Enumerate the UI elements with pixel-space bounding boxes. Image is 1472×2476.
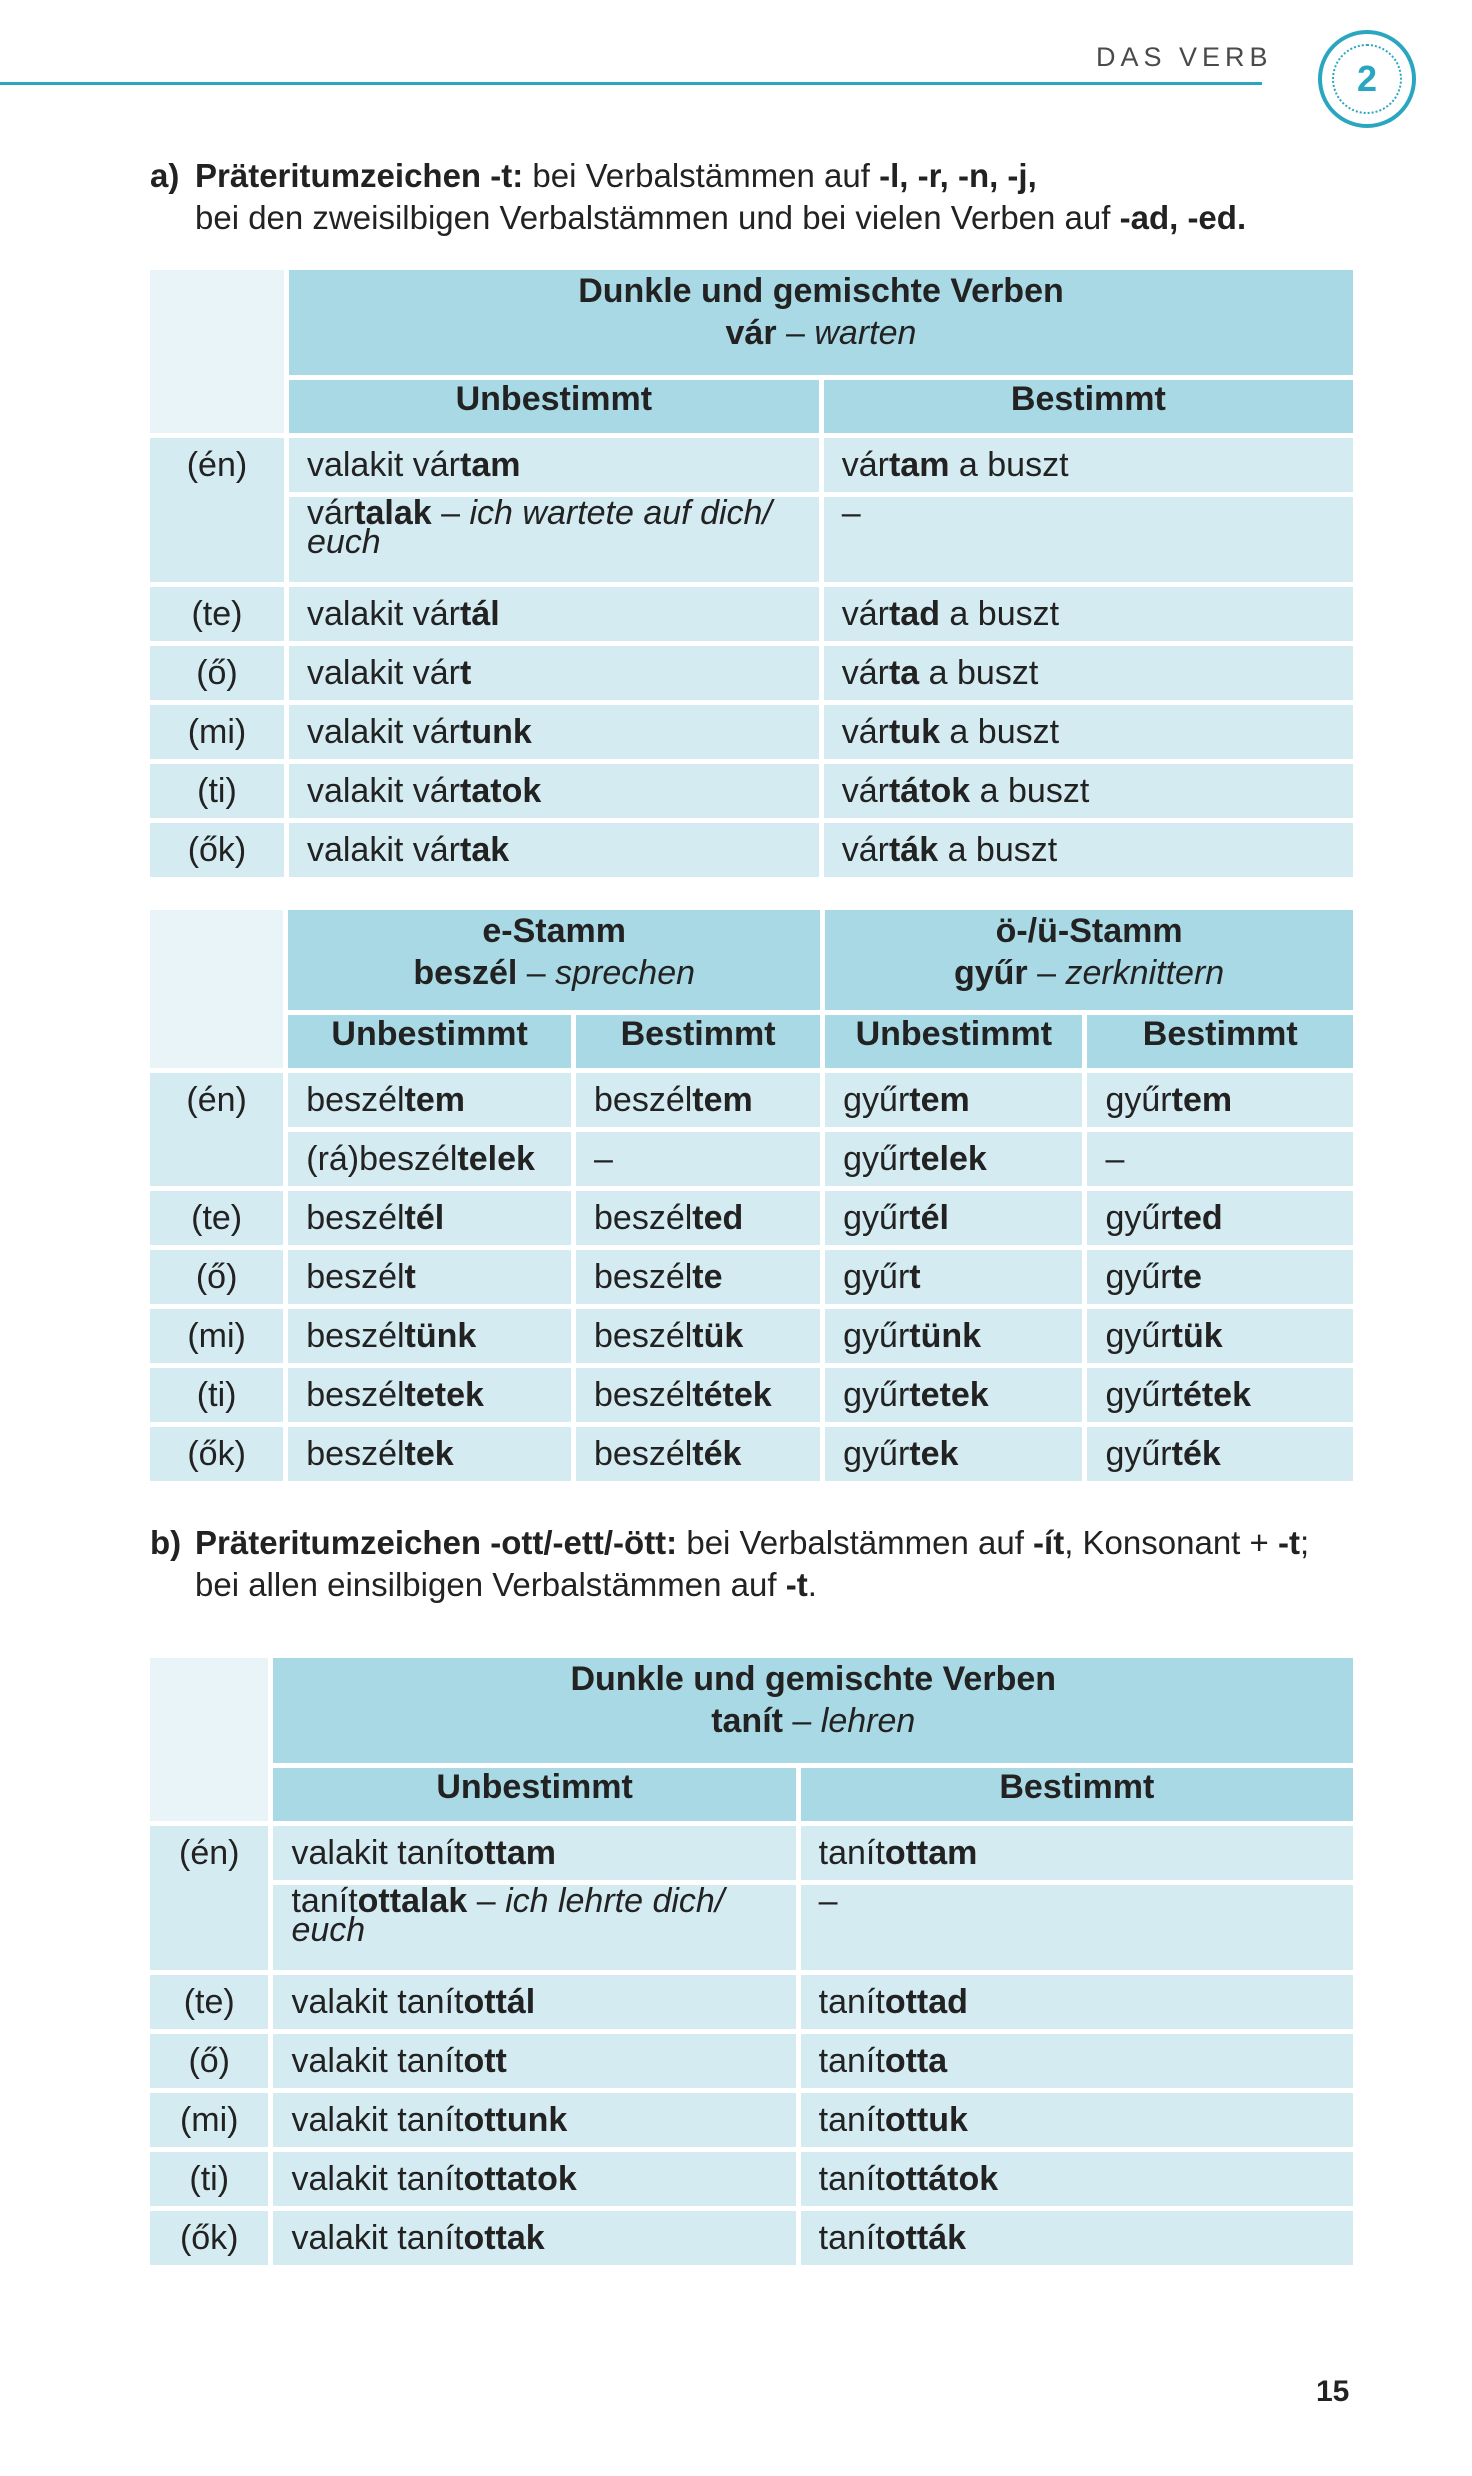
section-b-text: ;: [1299, 1524, 1310, 1561]
table-row: [150, 1368, 1353, 1422]
section-b-suffix: -t: [785, 1566, 808, 1603]
unbestimmt-cell: [273, 2034, 795, 2088]
form-cell: [825, 1309, 1082, 1363]
pronoun-cell: (te): [150, 587, 284, 641]
form-ending: t: [909, 1258, 921, 1296]
form-stem: valakit tanít: [291, 1834, 464, 1872]
pronoun-cell: (ti): [150, 1368, 283, 1422]
form-ending: ott: [463, 2042, 507, 2080]
form-stem: tanít: [818, 2219, 885, 2257]
form-stem: gyűr: [843, 1317, 910, 1355]
verb: vár: [725, 314, 777, 352]
table-corner: [150, 910, 283, 1068]
chapter-badge: [1318, 30, 1416, 128]
section-b-line-2: [195, 1564, 1309, 1606]
unbestimmt-cell: [273, 2211, 795, 2265]
form-stem: vár: [306, 494, 355, 532]
form-stem: beszél: [594, 1081, 693, 1119]
section-a-text: bei Verbalstämmen auf: [523, 157, 880, 194]
pronoun-cell: (te): [150, 1191, 283, 1245]
section-b-text: , Konsonant +: [1064, 1524, 1278, 1561]
form-ending: telek: [909, 1140, 987, 1178]
form-ending: ted: [1171, 1199, 1223, 1237]
form-stem: tanít: [818, 1983, 885, 2021]
column-header-unbestimmt: Unbestimmt: [273, 1768, 795, 1821]
section-b-line-1: [195, 1522, 1309, 1564]
form-cell: [576, 1250, 820, 1304]
column-header-bestimmt: Bestimmt: [824, 380, 1353, 433]
form-stem: gyűr: [843, 1140, 910, 1178]
pronoun-cell: (én): [150, 1826, 268, 1970]
form-rest: a buszt: [939, 595, 1060, 633]
form-ending: tem: [1171, 1081, 1233, 1119]
bestimmt-cell: [824, 438, 1353, 492]
form-rest: a buszt: [970, 772, 1090, 810]
section-b-label: b): [150, 1524, 182, 1561]
form-ending: tétek: [1171, 1376, 1251, 1414]
form-cell: [825, 1073, 1082, 1127]
form-ending: tál: [460, 595, 500, 633]
unbestimmt-cell: [289, 705, 819, 759]
form-ending: ték: [692, 1435, 742, 1473]
form-rest: a buszt: [919, 654, 1039, 692]
bestimmt-cell: [801, 2152, 1353, 2206]
section-a-intro: [150, 155, 1246, 239]
section-b-heading: Präteritumzeichen -ott/-ett/-ött:: [195, 1524, 678, 1561]
column-header-unbestimmt: Unbestimmt: [288, 1015, 571, 1068]
form-rest: a buszt: [938, 831, 1058, 869]
form-stem: –: [1105, 1140, 1125, 1178]
section-a-suffixes: -ad, -ed.: [1119, 199, 1247, 236]
unbestimmt-cell: [289, 646, 819, 700]
form-cell: [288, 1309, 571, 1363]
form-ending: ottam: [463, 1834, 557, 1872]
form-stem: beszél: [306, 1317, 405, 1355]
form-stem: valakit vár: [306, 713, 461, 751]
form-stem: vár: [841, 446, 889, 484]
chapter-title: DAS VERB: [1096, 42, 1273, 72]
form-stem: valakit tanít: [291, 1983, 464, 2021]
pronoun-cell: (ti): [150, 2152, 268, 2206]
form-ending: tátok: [888, 772, 971, 810]
form-ending: ottál: [463, 1983, 536, 2021]
form-ending: tatok: [460, 772, 542, 810]
table-subtitle: [307, 312, 1335, 354]
form-ending: telek: [457, 1140, 535, 1178]
bestimmt-cell: [801, 2093, 1353, 2147]
gloss: lehren: [820, 1702, 916, 1740]
gloss: warten: [814, 314, 917, 352]
table-row: [150, 1250, 1353, 1304]
pronoun-cell: (ő): [150, 646, 284, 700]
column-header-unbestimmt: Unbestimmt: [825, 1015, 1082, 1068]
form-ending: tek: [404, 1435, 454, 1473]
form-stem: gyűr: [843, 1258, 910, 1296]
form-stem: tanít: [291, 1882, 358, 1920]
form-ending: ottuk: [884, 2101, 968, 2139]
column-header-bestimmt: Bestimmt: [801, 1768, 1353, 1821]
form-rest: –: [431, 494, 470, 532]
bestimmt-cell: [801, 1975, 1353, 2029]
form-stem: beszél: [306, 1199, 405, 1237]
form-ending: otta: [884, 2042, 948, 2080]
table-row: [150, 2211, 1353, 2265]
pronoun-cell: (mi): [150, 2093, 268, 2147]
pronoun-cell: (én): [150, 438, 284, 582]
gloss: sprechen: [555, 954, 696, 992]
form-cell: [576, 1427, 820, 1481]
section-a-line-2: [195, 197, 1246, 239]
bestimmt-cell: [824, 823, 1353, 877]
conjugation-table-var: [145, 265, 1358, 882]
form-stem: vár: [841, 831, 889, 869]
table-row: [150, 1309, 1353, 1363]
form-stem: gyűr: [843, 1435, 910, 1473]
page-number: 15: [1316, 2375, 1350, 2408]
form-stem: beszél: [594, 1376, 693, 1414]
form-ending: ték: [1171, 1435, 1221, 1473]
form-ending: ted: [692, 1199, 744, 1237]
table-row: [150, 438, 1353, 492]
translation: ich wartete auf dich/ euch: [306, 494, 772, 561]
form-ending: tam: [460, 446, 521, 484]
form-stem: valakit tanít: [291, 2219, 464, 2257]
column-header-bestimmt: Bestimmt: [576, 1015, 820, 1068]
unbestimmt-cell: [273, 1882, 795, 1970]
form-cell: [576, 1309, 820, 1363]
bestimmt-cell: [801, 1826, 1353, 1880]
form-stem: beszél: [594, 1317, 693, 1355]
form-cell: [825, 1191, 1082, 1245]
group-header-e-stamm: [288, 910, 820, 1010]
unbestimmt-cell: [289, 494, 819, 582]
form-ending: te: [692, 1258, 723, 1296]
form-stem: beszél: [594, 1199, 693, 1237]
form-ending: ottam: [884, 1834, 978, 1872]
form-ending: tél: [404, 1199, 445, 1237]
header-rule: [0, 82, 1262, 85]
form-cell: [576, 1132, 820, 1186]
section-b-intro: [150, 1522, 1309, 1606]
section-b-suffix: -ít: [1033, 1524, 1065, 1561]
form-ending: tük: [692, 1317, 744, 1355]
unbestimmt-cell: [273, 1975, 795, 2029]
form-rest: a buszt: [949, 446, 1069, 484]
group-title: ö-/ü-Stamm: [995, 912, 1183, 950]
pronoun-cell: (mi): [150, 1309, 283, 1363]
form-stem: –: [818, 1882, 838, 1920]
section-b-text: bei Verbalstämmen auf: [677, 1524, 1034, 1561]
verb: tanít: [711, 1702, 783, 1740]
table-row: [150, 823, 1353, 877]
pronoun-cell: (ők): [150, 823, 284, 877]
form-stem: valakit tanít: [291, 2101, 464, 2139]
form-stem: valakit vár: [306, 446, 461, 484]
form-ending: ottalak: [357, 1882, 468, 1920]
pronoun-cell: (mi): [150, 705, 284, 759]
bestimmt-cell: [801, 1882, 1353, 1970]
form-cell: [288, 1427, 571, 1481]
unbestimmt-cell: [273, 2093, 795, 2147]
form-cell: [1087, 1427, 1353, 1481]
form-stem: tanít: [818, 2042, 885, 2080]
form-rest: –: [467, 1882, 506, 1920]
form-ending: tak: [460, 831, 510, 869]
form-ending: tad: [888, 595, 940, 633]
form-ending: te: [1171, 1258, 1202, 1296]
table-title: [289, 270, 1353, 375]
unbestimmt-cell: [289, 823, 819, 877]
table-row: [150, 2152, 1353, 2206]
form-ending: ták: [888, 831, 939, 869]
table-row: [150, 1427, 1353, 1481]
form-cell: [825, 1250, 1082, 1304]
form-stem: valakit vár: [306, 595, 461, 633]
bestimmt-cell: [801, 2211, 1353, 2265]
form-ending: tetek: [404, 1376, 484, 1414]
form-stem: beszél: [594, 1435, 693, 1473]
form-cell: [825, 1368, 1082, 1422]
form-stem: gyűr: [1105, 1081, 1172, 1119]
table-row: [150, 1885, 1353, 1970]
form-stem: vár: [841, 713, 889, 751]
form-ending: tünk: [909, 1317, 982, 1355]
form-stem: tanít: [818, 2160, 885, 2198]
group-subtitle: [843, 952, 1335, 994]
form-stem: gyűr: [843, 1081, 910, 1119]
form-stem: (rá)beszél: [306, 1140, 458, 1178]
form-cell: [576, 1368, 820, 1422]
form-cell: [1087, 1132, 1353, 1186]
form-cell: [825, 1427, 1082, 1481]
form-rest: a buszt: [939, 713, 1060, 751]
form-cell: [1087, 1073, 1353, 1127]
form-ending: tünk: [404, 1317, 477, 1355]
form-stem: vár: [841, 772, 889, 810]
verb: beszél: [413, 954, 518, 992]
unbestimmt-cell: [289, 438, 819, 492]
form-cell: [288, 1250, 571, 1304]
table-corner: [150, 270, 284, 433]
form-ending: tük: [1171, 1317, 1223, 1355]
form-stem: gyűr: [1105, 1317, 1172, 1355]
table-row: [150, 2093, 1353, 2147]
table-title-text: Dunkle und gemischte Verben: [578, 272, 1064, 310]
bestimmt-cell: [824, 494, 1353, 582]
table-title: [273, 1658, 1353, 1763]
group-title: e-Stamm: [482, 912, 626, 950]
form-ending: tam: [888, 446, 950, 484]
bestimmt-cell: [824, 587, 1353, 641]
section-a-suffixes: -l, -r, -n, -j,: [879, 157, 1037, 194]
form-ending: tuk: [888, 713, 940, 751]
table-row: [150, 1191, 1353, 1245]
form-stem: gyűr: [843, 1199, 910, 1237]
conjugation-table-tanit: [145, 1653, 1358, 2270]
table-row: [150, 1132, 1353, 1186]
pronoun-cell: (ő): [150, 1250, 283, 1304]
form-ending: tek: [909, 1435, 959, 1473]
bestimmt-cell: [801, 2034, 1353, 2088]
form-ending: tetek: [909, 1376, 989, 1414]
table-row: [150, 1826, 1353, 1880]
table-row: [150, 2034, 1353, 2088]
form-stem: beszél: [594, 1258, 693, 1296]
table-row: [150, 1975, 1353, 2029]
dash: –: [776, 314, 815, 352]
group-header-o-u-stamm: [825, 910, 1353, 1010]
form-ending: ottatok: [463, 2160, 577, 2198]
form-stem: beszél: [306, 1435, 405, 1473]
pronoun-cell: (ők): [150, 1427, 283, 1481]
unbestimmt-cell: [273, 1826, 795, 1880]
form-cell: [1087, 1309, 1353, 1363]
form-stem: tanít: [818, 2101, 885, 2139]
pronoun-cell: (ő): [150, 2034, 268, 2088]
form-ending: ották: [884, 2219, 967, 2257]
form-stem: –: [594, 1140, 613, 1178]
table-subtitle: [291, 1700, 1335, 1742]
form-cell: [825, 1132, 1082, 1186]
dash: –: [517, 954, 556, 992]
section-a-heading: Präteritumzeichen -t:: [195, 157, 524, 194]
pronoun-cell: (ők): [150, 2211, 268, 2265]
form-stem: vár: [841, 595, 889, 633]
section-b-suffix: -t: [1277, 1524, 1300, 1561]
form-ending: tem: [404, 1081, 465, 1119]
section-b-text: .: [807, 1566, 817, 1603]
form-stem: –: [841, 494, 861, 532]
form-cell: [1087, 1368, 1353, 1422]
form-stem: valakit tanít: [291, 2042, 464, 2080]
pronoun-cell: (én): [150, 1073, 283, 1186]
table-row: [150, 587, 1353, 641]
form-stem: gyűr: [1105, 1435, 1172, 1473]
column-header-unbestimmt: Unbestimmt: [289, 380, 819, 433]
form-cell: [576, 1191, 820, 1245]
unbestimmt-cell: [289, 587, 819, 641]
unbestimmt-cell: [289, 764, 819, 818]
form-ending: tem: [909, 1081, 970, 1119]
chapter-number: 2: [1332, 44, 1402, 114]
form-ending: tétek: [692, 1376, 772, 1414]
form-stem: valakit vár: [306, 654, 461, 692]
form-stem: beszél: [306, 1258, 405, 1296]
form-stem: tanít: [818, 1834, 885, 1872]
gloss: zerknittern: [1065, 954, 1225, 992]
table-row: [150, 764, 1353, 818]
form-ending: talak: [354, 494, 432, 532]
form-cell: [288, 1191, 571, 1245]
form-cell: [1087, 1250, 1353, 1304]
form-stem: valakit tanít: [291, 2160, 464, 2198]
dash: –: [1027, 954, 1066, 992]
form-ending: ottad: [884, 1983, 968, 2021]
form-ending: ottak: [463, 2219, 545, 2257]
form-ending: ta: [888, 654, 920, 692]
bestimmt-cell: [824, 646, 1353, 700]
pronoun-cell: (ti): [150, 764, 284, 818]
conjugation-table-beszel-gyur: [145, 905, 1358, 1486]
bestimmt-cell: [824, 705, 1353, 759]
form-cell: [288, 1132, 571, 1186]
form-stem: beszél: [306, 1376, 405, 1414]
form-stem: vár: [841, 654, 889, 692]
form-cell: [1087, 1191, 1353, 1245]
unbestimmt-cell: [273, 2152, 795, 2206]
form-ending: tél: [909, 1199, 949, 1237]
form-ending: tunk: [460, 713, 532, 751]
pronoun-cell: (te): [150, 1975, 268, 2029]
form-ending: ottátok: [884, 2160, 999, 2198]
table-row: [150, 705, 1353, 759]
form-stem: gyűr: [843, 1376, 910, 1414]
form-stem: gyűr: [1105, 1199, 1172, 1237]
section-a-label: a): [150, 157, 180, 194]
form-ending: tem: [692, 1081, 753, 1119]
table-corner: [150, 1658, 268, 1821]
group-subtitle: [306, 952, 802, 994]
bestimmt-cell: [824, 764, 1353, 818]
form-stem: valakit vár: [306, 831, 461, 869]
section-a-line-1: [195, 155, 1246, 197]
form-stem: valakit vár: [306, 772, 461, 810]
form-stem: beszél: [306, 1081, 405, 1119]
dash: –: [782, 1702, 821, 1740]
section-a-text: bei den zweisilbigen Verbalstämmen und bei vielen Verben auf: [195, 199, 1120, 236]
form-ending: t: [404, 1258, 416, 1296]
form-stem: gyűr: [1105, 1376, 1172, 1414]
table-row: [150, 646, 1353, 700]
verb: gyűr: [953, 954, 1028, 992]
form-ending: t: [460, 654, 472, 692]
column-header-bestimmt: Bestimmt: [1087, 1015, 1353, 1068]
form-cell: [288, 1368, 571, 1422]
table-row: [150, 1073, 1353, 1127]
table-row: [150, 497, 1353, 582]
translation: ich lehrte dich/ euch: [291, 1882, 725, 1949]
form-cell: [288, 1073, 571, 1127]
form-cell: [576, 1073, 820, 1127]
form-ending: ottunk: [463, 2101, 568, 2139]
section-b-text: bei allen einsilbigen Verbalstämmen auf: [195, 1566, 786, 1603]
form-stem: gyűr: [1105, 1258, 1172, 1296]
table-title-text: Dunkle und gemischte Verben: [570, 1660, 1057, 1698]
